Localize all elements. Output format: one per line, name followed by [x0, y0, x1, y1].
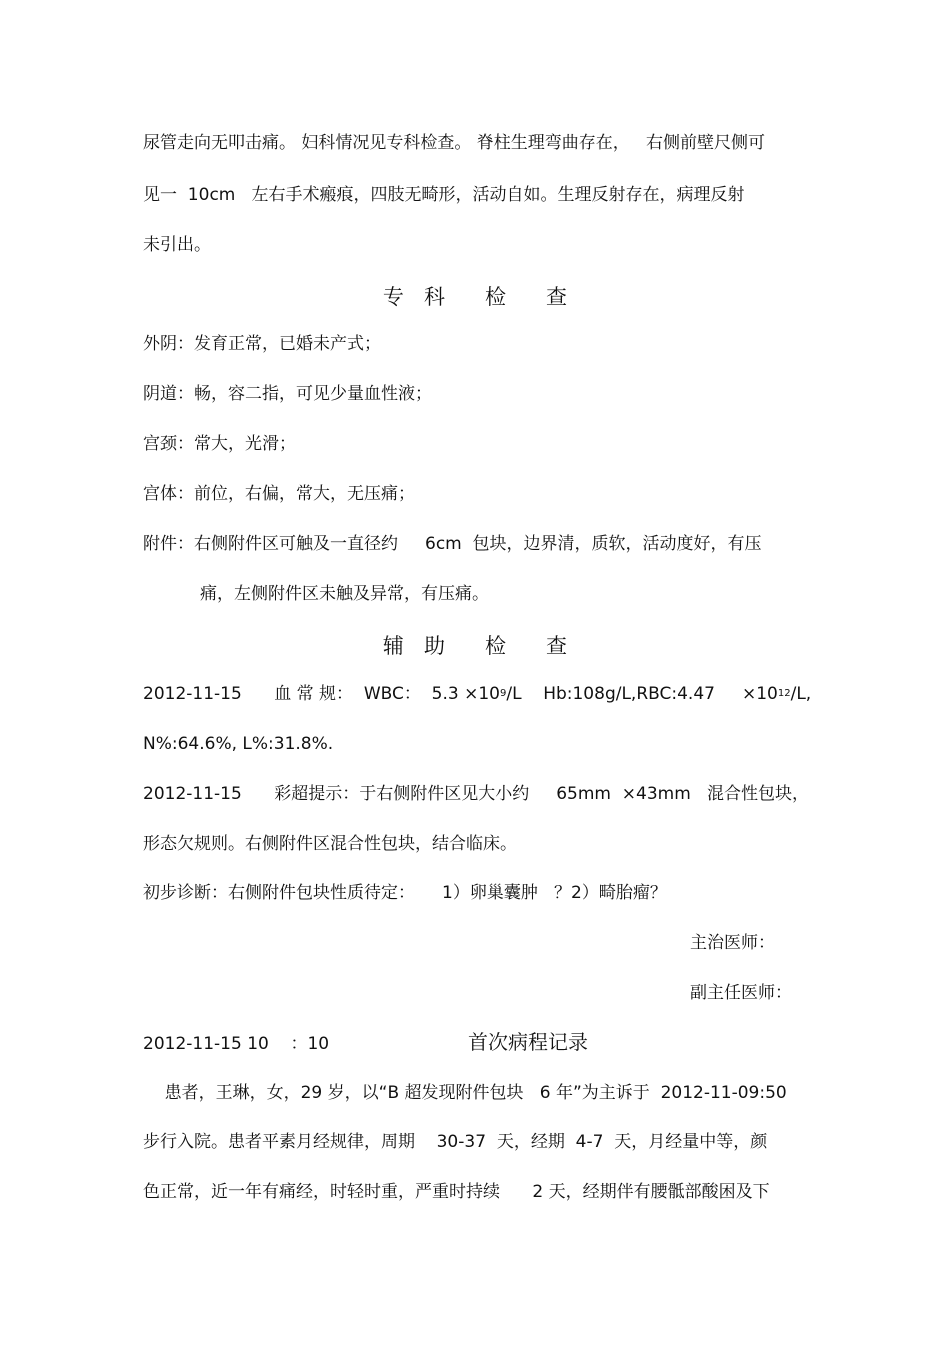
blood-test-line-continued: N%:64.6%, L%:31.8%. [143, 734, 334, 754]
attending-physician-label: 主治医师： [690, 933, 775, 953]
adnexa-line: 附件：右侧附件区可触及一直径约 6cm 包块，边界清，质软，活动度好，有压 [143, 534, 762, 554]
blood-test-text: /L Hb:108g/L,RBC:4.47 ×10 [506, 684, 778, 704]
record-line: 色正常，近一年有痛经，时轻时重，严重时持续 2 天，经期伴有腰骶部酸困及下 [143, 1182, 770, 1202]
vagina-line: 阴道：畅，容二指，可见少量血性液； [143, 384, 432, 404]
preliminary-diagnosis: 初步诊断：右侧附件包块性质待定： 1）卵巢囊肿 ？2）畸胎瘤？ [143, 883, 667, 903]
vulva-line: 外阴：发育正常，已婚未产式； [143, 334, 381, 354]
aux-exam-title: 辅 助 检 查 [382, 634, 568, 658]
blood-test-line [143, 683, 811, 708]
exponent: 12 [777, 688, 791, 699]
uterus-line: 宫体：前位，右偏，常大，无压痛； [143, 484, 415, 504]
paragraph-line: 尿管走向无叩击痛。 妇科情况见专科检查。 脊柱生理弯曲存在， 右侧前壁尺侧可 [143, 133, 766, 153]
blood-test-text: /L, [790, 684, 812, 704]
cervix-line: 宫颈：常大，光滑； [143, 434, 296, 454]
ultrasound-line: 2012-11-15 彩超提示：于右侧附件区见大小约 65mm ×43mm 混合性包块， [143, 784, 810, 804]
paragraph-line: 未引出。 [143, 235, 211, 255]
blood-test-text: 2012-11-15 血 常 规： WBC： 5.3 ×10 [143, 684, 500, 704]
first-record-title: 首次病程记录 [468, 1030, 588, 1054]
record-line: 步行入院。患者平素月经规律，周期 30-37 天，经期 4-7 天，月经量中等，颜 [143, 1132, 768, 1152]
paragraph-line: 见一 10cm 左右手术瘢痕，四肢无畸形，活动自如。生理反射存在，病理反射 [143, 185, 745, 205]
exponent: 9 [500, 688, 507, 699]
record-line: 患者，王琳，女，29 岁，以“B 超发现附件包块 6 年”为主诉于 2012-11-09:50 [143, 1083, 787, 1103]
adnexa-line-continued: 痛，左侧附件区未触及异常，有压痛。 [200, 584, 489, 604]
ultrasound-line-continued: 形态欠规则。右侧附件区混合性包块，结合临床。 [143, 834, 517, 854]
associate-chief-physician-label: 副主任医师： [690, 983, 792, 1003]
special-exam-title: 专 科 检 查 [382, 285, 568, 309]
record-datetime: 2012-11-15 10 ：10 [143, 1034, 330, 1054]
